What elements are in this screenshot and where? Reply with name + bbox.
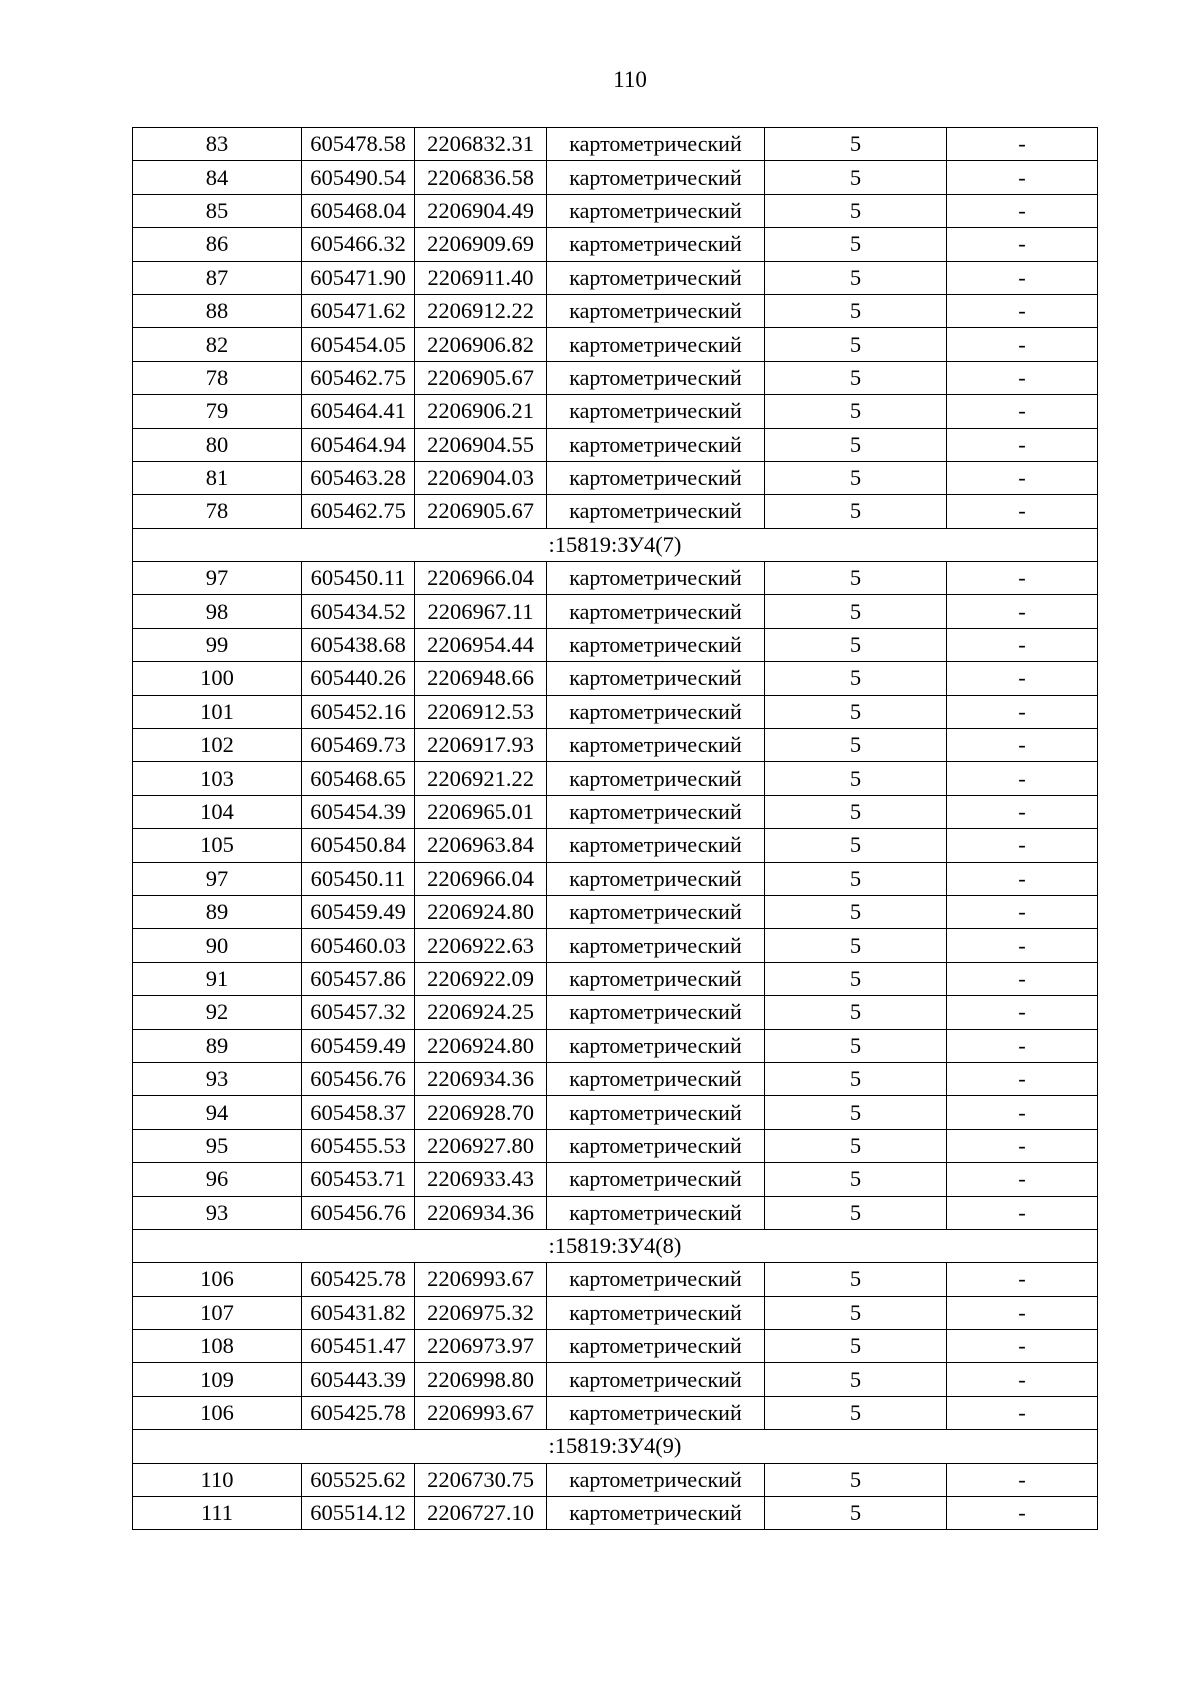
y-coordinate-cell: 2206924.25 (415, 996, 547, 1029)
coordinates-table-body (133, 128, 1098, 1530)
table-row (133, 128, 1098, 161)
y-coordinate-cell: 2206904.49 (415, 194, 547, 227)
point-number-cell: 111 (133, 1497, 302, 1530)
accuracy-cell: 5 (765, 228, 947, 261)
accuracy-cell: 5 (765, 996, 947, 1029)
accuracy-cell: 5 (765, 795, 947, 828)
accuracy-cell: 5 (765, 1163, 947, 1196)
y-coordinate-cell: 2206967.11 (415, 595, 547, 628)
description-cell: - (947, 228, 1098, 261)
point-number-cell: 108 (133, 1330, 302, 1363)
description-cell: - (947, 1497, 1098, 1530)
table-row (133, 361, 1098, 394)
x-coordinate-cell: 605471.62 (302, 294, 415, 327)
accuracy-cell: 5 (765, 1330, 947, 1363)
point-number-cell: 78 (133, 495, 302, 528)
table-row (133, 328, 1098, 361)
description-cell: - (947, 1330, 1098, 1363)
accuracy-cell: 5 (765, 662, 947, 695)
description-cell: - (947, 1263, 1098, 1296)
method-cell: картометрический (547, 762, 765, 795)
method-cell: картометрический (547, 261, 765, 294)
description-cell: - (947, 1363, 1098, 1396)
accuracy-cell: 5 (765, 1062, 947, 1095)
description-cell: - (947, 1096, 1098, 1129)
method-cell: картометрический (547, 1396, 765, 1429)
x-coordinate-cell: 605464.94 (302, 428, 415, 461)
x-coordinate-cell: 605462.75 (302, 495, 415, 528)
y-coordinate-cell: 2206993.67 (415, 1263, 547, 1296)
method-cell: картометрический (547, 1463, 765, 1496)
accuracy-cell: 5 (765, 428, 947, 461)
table-row (133, 495, 1098, 528)
y-coordinate-cell: 2206836.58 (415, 161, 547, 194)
accuracy-cell: 5 (765, 862, 947, 895)
accuracy-cell: 5 (765, 1096, 947, 1129)
accuracy-cell: 5 (765, 1196, 947, 1229)
method-cell: картометрический (547, 428, 765, 461)
description-cell: - (947, 628, 1098, 661)
section-title: :15819:ЗУ4(8) (133, 1229, 1098, 1262)
method-cell: картометрический (547, 595, 765, 628)
table-row (133, 762, 1098, 795)
method-cell: картометрический (547, 929, 765, 962)
table-row (133, 1096, 1098, 1129)
y-coordinate-cell: 2206909.69 (415, 228, 547, 261)
table-row (133, 1196, 1098, 1229)
x-coordinate-cell: 605456.76 (302, 1196, 415, 1229)
x-coordinate-cell: 605450.11 (302, 562, 415, 595)
description-cell: - (947, 929, 1098, 962)
method-cell: картометрический (547, 829, 765, 862)
table-row (133, 562, 1098, 595)
point-number-cell: 100 (133, 662, 302, 695)
y-coordinate-cell: 2206934.36 (415, 1062, 547, 1095)
point-number-cell: 97 (133, 562, 302, 595)
method-cell: картометрический (547, 1096, 765, 1129)
description-cell: - (947, 461, 1098, 494)
table-row (133, 1129, 1098, 1162)
table-row (133, 996, 1098, 1029)
description-cell: - (947, 328, 1098, 361)
x-coordinate-cell: 605460.03 (302, 929, 415, 962)
point-number-cell: 96 (133, 1163, 302, 1196)
table-row (133, 1396, 1098, 1429)
description-cell: - (947, 1296, 1098, 1329)
coordinates-table (132, 127, 1098, 1530)
table-row (133, 1163, 1098, 1196)
table-row (133, 595, 1098, 628)
x-coordinate-cell: 605440.26 (302, 662, 415, 695)
x-coordinate-cell: 605434.52 (302, 595, 415, 628)
table-row (133, 929, 1098, 962)
description-cell: - (947, 495, 1098, 528)
x-coordinate-cell: 605464.41 (302, 395, 415, 428)
table-row (133, 1296, 1098, 1329)
x-coordinate-cell: 605459.49 (302, 1029, 415, 1062)
table-row (133, 1497, 1098, 1530)
description-cell: - (947, 294, 1098, 327)
method-cell: картометрический (547, 962, 765, 995)
method-cell: картометрический (547, 1296, 765, 1329)
section-title: :15819:ЗУ4(9) (133, 1430, 1098, 1463)
x-coordinate-cell: 605490.54 (302, 161, 415, 194)
description-cell: - (947, 128, 1098, 161)
x-coordinate-cell: 605456.76 (302, 1062, 415, 1095)
accuracy-cell: 5 (765, 695, 947, 728)
description-cell: - (947, 729, 1098, 762)
description-cell: - (947, 261, 1098, 294)
accuracy-cell: 5 (765, 1396, 947, 1429)
x-coordinate-cell: 605514.12 (302, 1497, 415, 1530)
x-coordinate-cell: 605438.68 (302, 628, 415, 661)
y-coordinate-cell: 2206904.03 (415, 461, 547, 494)
x-coordinate-cell: 605455.53 (302, 1129, 415, 1162)
accuracy-cell: 5 (765, 495, 947, 528)
section-header-row (133, 528, 1098, 561)
table-row (133, 161, 1098, 194)
point-number-cell: 94 (133, 1096, 302, 1129)
description-cell: - (947, 1029, 1098, 1062)
point-number-cell: 97 (133, 862, 302, 895)
description-cell: - (947, 829, 1098, 862)
point-number-cell: 105 (133, 829, 302, 862)
x-coordinate-cell: 605451.47 (302, 1330, 415, 1363)
accuracy-cell: 5 (765, 895, 947, 928)
accuracy-cell: 5 (765, 1497, 947, 1530)
description-cell: - (947, 1463, 1098, 1496)
method-cell: картометрический (547, 128, 765, 161)
y-coordinate-cell: 2206904.55 (415, 428, 547, 461)
point-number-cell: 91 (133, 962, 302, 995)
method-cell: картометрический (547, 1062, 765, 1095)
description-cell: - (947, 862, 1098, 895)
accuracy-cell: 5 (765, 929, 947, 962)
x-coordinate-cell: 605471.90 (302, 261, 415, 294)
point-number-cell: 90 (133, 929, 302, 962)
method-cell: картометрический (547, 695, 765, 728)
point-number-cell: 87 (133, 261, 302, 294)
accuracy-cell: 5 (765, 395, 947, 428)
table-row (133, 829, 1098, 862)
x-coordinate-cell: 605525.62 (302, 1463, 415, 1496)
table-row (133, 294, 1098, 327)
y-coordinate-cell: 2206906.82 (415, 328, 547, 361)
point-number-cell: 85 (133, 194, 302, 227)
method-cell: картометрический (547, 395, 765, 428)
point-number-cell: 102 (133, 729, 302, 762)
x-coordinate-cell: 605458.37 (302, 1096, 415, 1129)
accuracy-cell: 5 (765, 1029, 947, 1062)
description-cell: - (947, 795, 1098, 828)
description-cell: - (947, 395, 1098, 428)
point-number-cell: 80 (133, 428, 302, 461)
method-cell: картометрический (547, 862, 765, 895)
y-coordinate-cell: 2206998.80 (415, 1363, 547, 1396)
table-row (133, 428, 1098, 461)
y-coordinate-cell: 2206906.21 (415, 395, 547, 428)
accuracy-cell: 5 (765, 294, 947, 327)
accuracy-cell: 5 (765, 829, 947, 862)
description-cell: - (947, 1396, 1098, 1429)
description-cell: - (947, 762, 1098, 795)
method-cell: картометрический (547, 361, 765, 394)
y-coordinate-cell: 2206966.04 (415, 862, 547, 895)
x-coordinate-cell: 605450.84 (302, 829, 415, 862)
accuracy-cell: 5 (765, 1296, 947, 1329)
x-coordinate-cell: 605457.32 (302, 996, 415, 1029)
y-coordinate-cell: 2206912.53 (415, 695, 547, 728)
y-coordinate-cell: 2206730.75 (415, 1463, 547, 1496)
accuracy-cell: 5 (765, 595, 947, 628)
section-header-row (133, 1430, 1098, 1463)
accuracy-cell: 5 (765, 461, 947, 494)
description-cell: - (947, 361, 1098, 394)
method-cell: картометрический (547, 795, 765, 828)
method-cell: картометрический (547, 662, 765, 695)
y-coordinate-cell: 2206928.70 (415, 1096, 547, 1129)
accuracy-cell: 5 (765, 161, 947, 194)
description-cell: - (947, 562, 1098, 595)
page-number: 110 (613, 67, 647, 92)
x-coordinate-cell: 605453.71 (302, 1163, 415, 1196)
y-coordinate-cell: 2206948.66 (415, 662, 547, 695)
table-row (133, 695, 1098, 728)
method-cell: картометрический (547, 1330, 765, 1363)
y-coordinate-cell: 2206954.44 (415, 628, 547, 661)
x-coordinate-cell: 605431.82 (302, 1296, 415, 1329)
method-cell: картометрический (547, 1363, 765, 1396)
method-cell: картометрический (547, 562, 765, 595)
table-row (133, 228, 1098, 261)
x-coordinate-cell: 605478.58 (302, 128, 415, 161)
y-coordinate-cell: 2206912.22 (415, 294, 547, 327)
y-coordinate-cell: 2206924.80 (415, 1029, 547, 1062)
method-cell: картометрический (547, 1029, 765, 1062)
point-number-cell: 79 (133, 395, 302, 428)
method-cell: картометрический (547, 1196, 765, 1229)
x-coordinate-cell: 605469.73 (302, 729, 415, 762)
accuracy-cell: 5 (765, 1263, 947, 1296)
accuracy-cell: 5 (765, 762, 947, 795)
description-cell: - (947, 695, 1098, 728)
x-coordinate-cell: 605425.78 (302, 1263, 415, 1296)
y-coordinate-cell: 2206905.67 (415, 361, 547, 394)
method-cell: картометрический (547, 1129, 765, 1162)
table-row (133, 1029, 1098, 1062)
x-coordinate-cell: 605425.78 (302, 1396, 415, 1429)
description-cell: - (947, 1163, 1098, 1196)
description-cell: - (947, 895, 1098, 928)
x-coordinate-cell: 605452.16 (302, 695, 415, 728)
y-coordinate-cell: 2206922.63 (415, 929, 547, 962)
point-number-cell: 84 (133, 161, 302, 194)
table-row (133, 662, 1098, 695)
method-cell: картометрический (547, 1497, 765, 1530)
accuracy-cell: 5 (765, 194, 947, 227)
section-header-row (133, 1229, 1098, 1262)
y-coordinate-cell: 2206921.22 (415, 762, 547, 795)
description-cell: - (947, 161, 1098, 194)
point-number-cell: 101 (133, 695, 302, 728)
method-cell: картометрический (547, 194, 765, 227)
y-coordinate-cell: 2206933.43 (415, 1163, 547, 1196)
description-cell: - (947, 428, 1098, 461)
x-coordinate-cell: 605459.49 (302, 895, 415, 928)
y-coordinate-cell: 2206973.97 (415, 1330, 547, 1363)
y-coordinate-cell: 2206832.31 (415, 128, 547, 161)
table-row (133, 729, 1098, 762)
y-coordinate-cell: 2206934.36 (415, 1196, 547, 1229)
accuracy-cell: 5 (765, 1463, 947, 1496)
accuracy-cell: 5 (765, 128, 947, 161)
method-cell: картометрический (547, 495, 765, 528)
description-cell: - (947, 962, 1098, 995)
y-coordinate-cell: 2206924.80 (415, 895, 547, 928)
x-coordinate-cell: 605462.75 (302, 361, 415, 394)
point-number-cell: 81 (133, 461, 302, 494)
table-row (133, 1330, 1098, 1363)
section-title: :15819:ЗУ4(7) (133, 528, 1098, 561)
point-number-cell: 107 (133, 1296, 302, 1329)
point-number-cell: 106 (133, 1263, 302, 1296)
method-cell: картометрический (547, 228, 765, 261)
accuracy-cell: 5 (765, 962, 947, 995)
x-coordinate-cell: 605450.11 (302, 862, 415, 895)
y-coordinate-cell: 2206905.67 (415, 495, 547, 528)
table-row (133, 862, 1098, 895)
y-coordinate-cell: 2206965.01 (415, 795, 547, 828)
y-coordinate-cell: 2206966.04 (415, 562, 547, 595)
table-row (133, 1363, 1098, 1396)
x-coordinate-cell: 605468.04 (302, 194, 415, 227)
description-cell: - (947, 1196, 1098, 1229)
table-row (133, 1463, 1098, 1496)
y-coordinate-cell: 2206727.10 (415, 1497, 547, 1530)
accuracy-cell: 5 (765, 261, 947, 294)
table-row (133, 1062, 1098, 1095)
point-number-cell: 93 (133, 1062, 302, 1095)
point-number-cell: 109 (133, 1363, 302, 1396)
point-number-cell: 93 (133, 1196, 302, 1229)
x-coordinate-cell: 605468.65 (302, 762, 415, 795)
method-cell: картометрический (547, 1163, 765, 1196)
y-coordinate-cell: 2206917.93 (415, 729, 547, 762)
point-number-cell: 99 (133, 628, 302, 661)
point-number-cell: 89 (133, 895, 302, 928)
y-coordinate-cell: 2206927.80 (415, 1129, 547, 1162)
accuracy-cell: 5 (765, 328, 947, 361)
point-number-cell: 83 (133, 128, 302, 161)
table-row (133, 194, 1098, 227)
y-coordinate-cell: 2206993.67 (415, 1396, 547, 1429)
x-coordinate-cell: 605466.32 (302, 228, 415, 261)
method-cell: картометрический (547, 328, 765, 361)
point-number-cell: 95 (133, 1129, 302, 1162)
accuracy-cell: 5 (765, 628, 947, 661)
point-number-cell: 103 (133, 762, 302, 795)
x-coordinate-cell: 605454.05 (302, 328, 415, 361)
point-number-cell: 82 (133, 328, 302, 361)
point-number-cell: 89 (133, 1029, 302, 1062)
description-cell: - (947, 662, 1098, 695)
description-cell: - (947, 595, 1098, 628)
y-coordinate-cell: 2206922.09 (415, 962, 547, 995)
description-cell: - (947, 1062, 1098, 1095)
accuracy-cell: 5 (765, 361, 947, 394)
accuracy-cell: 5 (765, 1129, 947, 1162)
accuracy-cell: 5 (765, 562, 947, 595)
y-coordinate-cell: 2206975.32 (415, 1296, 547, 1329)
y-coordinate-cell: 2206963.84 (415, 829, 547, 862)
description-cell: - (947, 996, 1098, 1029)
point-number-cell: 92 (133, 996, 302, 1029)
point-number-cell: 104 (133, 795, 302, 828)
table-row (133, 461, 1098, 494)
table-row (133, 895, 1098, 928)
method-cell: картометрический (547, 895, 765, 928)
table-row (133, 395, 1098, 428)
method-cell: картометрический (547, 161, 765, 194)
point-number-cell: 88 (133, 294, 302, 327)
table-row (133, 1263, 1098, 1296)
method-cell: картометрический (547, 461, 765, 494)
point-number-cell: 78 (133, 361, 302, 394)
method-cell: картометрический (547, 628, 765, 661)
x-coordinate-cell: 605443.39 (302, 1363, 415, 1396)
y-coordinate-cell: 2206911.40 (415, 261, 547, 294)
method-cell: картометрический (547, 294, 765, 327)
point-number-cell: 106 (133, 1396, 302, 1429)
table-row (133, 795, 1098, 828)
x-coordinate-cell: 605457.86 (302, 962, 415, 995)
point-number-cell: 110 (133, 1463, 302, 1496)
point-number-cell: 86 (133, 228, 302, 261)
method-cell: картометрический (547, 1263, 765, 1296)
x-coordinate-cell: 605454.39 (302, 795, 415, 828)
accuracy-cell: 5 (765, 729, 947, 762)
method-cell: картометрический (547, 996, 765, 1029)
accuracy-cell: 5 (765, 1363, 947, 1396)
method-cell: картометрический (547, 729, 765, 762)
description-cell: - (947, 194, 1098, 227)
table-row (133, 962, 1098, 995)
point-number-cell: 98 (133, 595, 302, 628)
table-row (133, 628, 1098, 661)
x-coordinate-cell: 605463.28 (302, 461, 415, 494)
table-row (133, 261, 1098, 294)
description-cell: - (947, 1129, 1098, 1162)
